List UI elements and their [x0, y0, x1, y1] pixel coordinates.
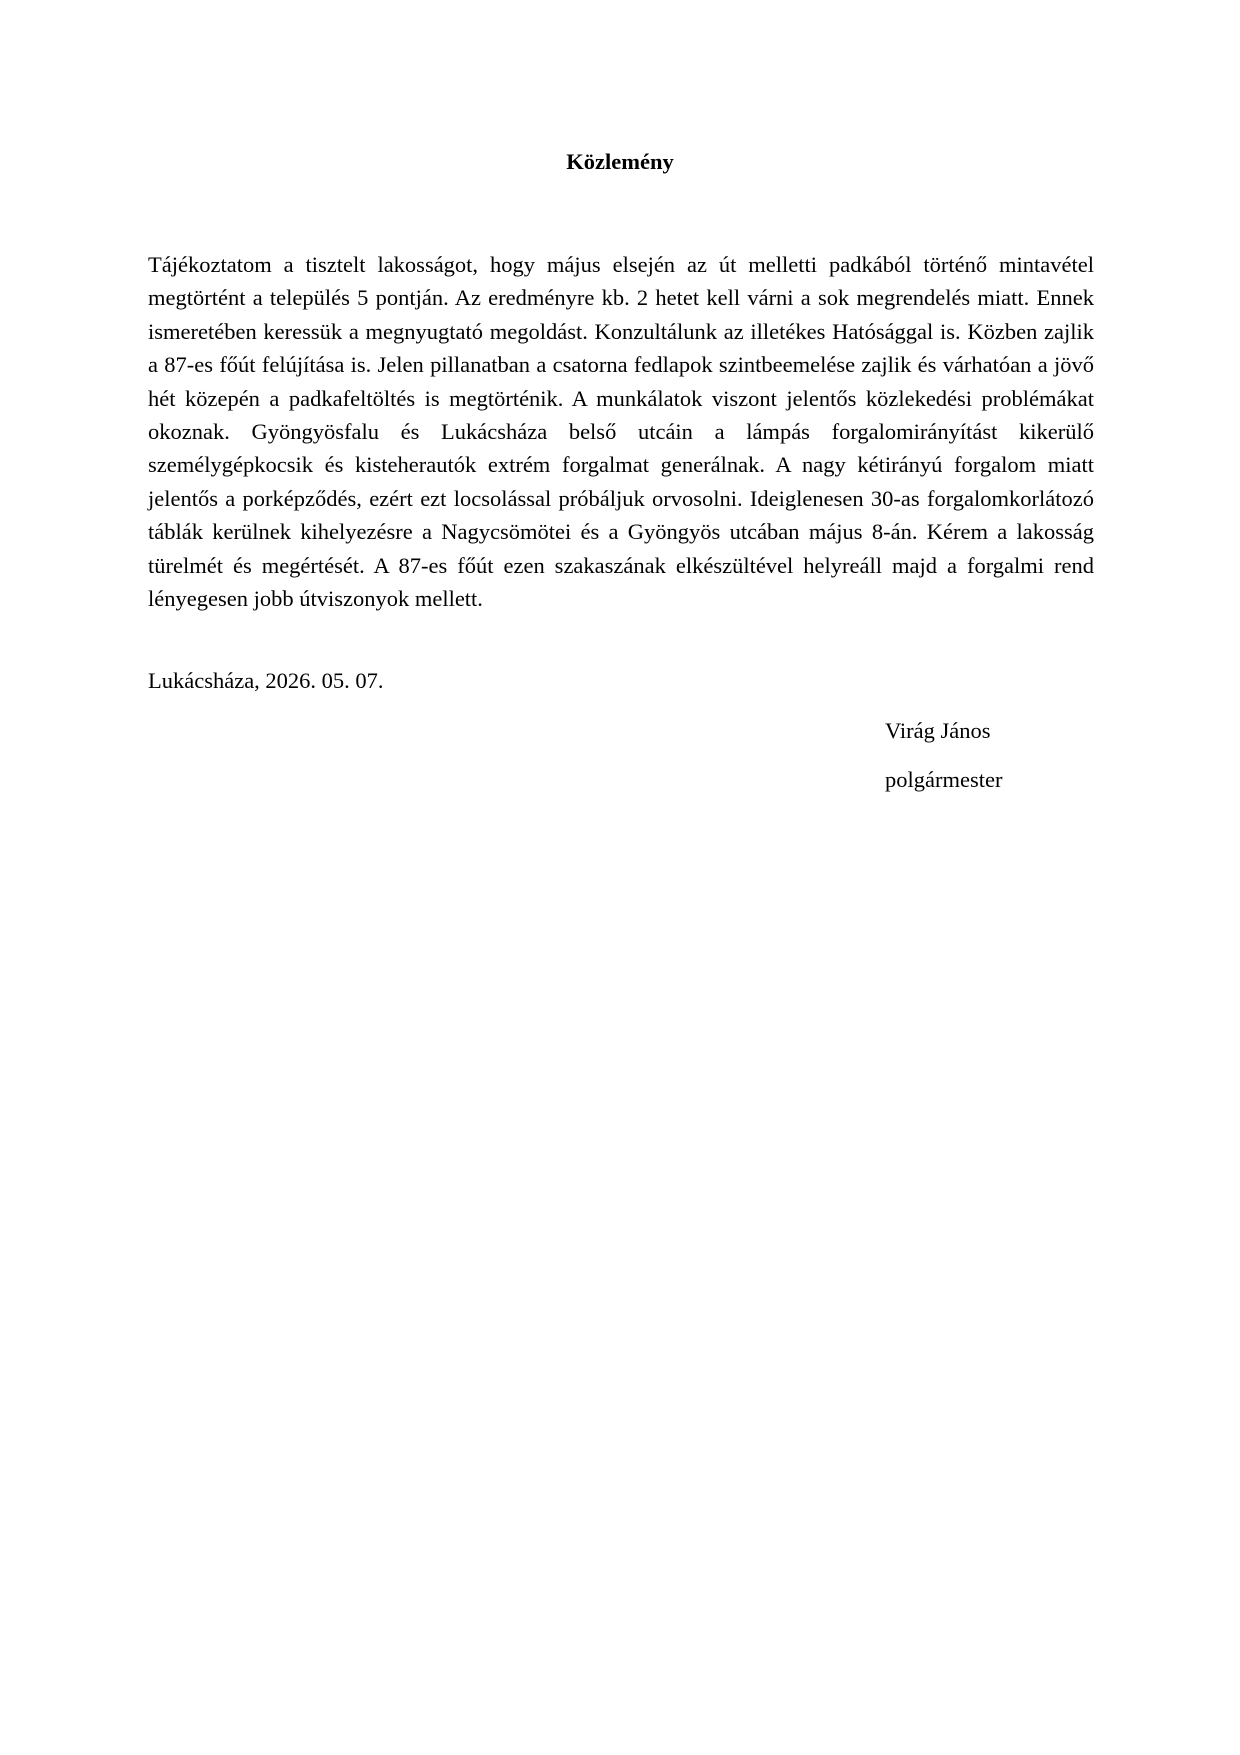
document-title: Közlemény — [566, 149, 674, 174]
announcement-body: Tájékoztatom a tisztelt lakosságot, hogy május elsején az út melletti padkából történő mintavétel megtörtént a település 5 pontján. Az eredményre kb. 2 hetet kell várni a sok megrendelés miatt. Ennek ismeretében keressük a megnyugtató megoldást. Konzultálunk az illetékes Hatósággal is. Közben zajlik a 87-es főút felújítása is. Jelen pillanatban a csatorna fedlapok szintbeemelése zajlik és várhatóan a jövő hét közepén a padkafeltöltés is megtörténik. A munkálatok viszont jelentős közlekedési problémákat okoznak. Gyöngyösfalu és Lukácsháza belső utcáin a lámpás forgalomirányítást kikerülő személygépkocsik és kisteherautók extrém forgalmat generálnak. A nagy kétirányú forgalom miatt jelentős a porképződés, ezért ezt locsolással próbáljuk orvosolni. Ideiglenesen 30-as forgalomkorlátozó táblák kerülnek kihelyezésre a Nagycsömötei és a Gyöngyös utcában május 8-án. Kérem a lakosság türelmét és megértését. A 87-es főút ezen szakaszának elkészültével helyreáll majd a forgalmi rend lényegesen jobb útviszonyok mellett. — [148, 252, 1094, 612]
signer-name: Virág János — [885, 718, 991, 743]
place-and-date: Lukácsháza, 2026. 05. 07. — [148, 668, 384, 693]
signer-title: polgármester — [885, 767, 1003, 792]
